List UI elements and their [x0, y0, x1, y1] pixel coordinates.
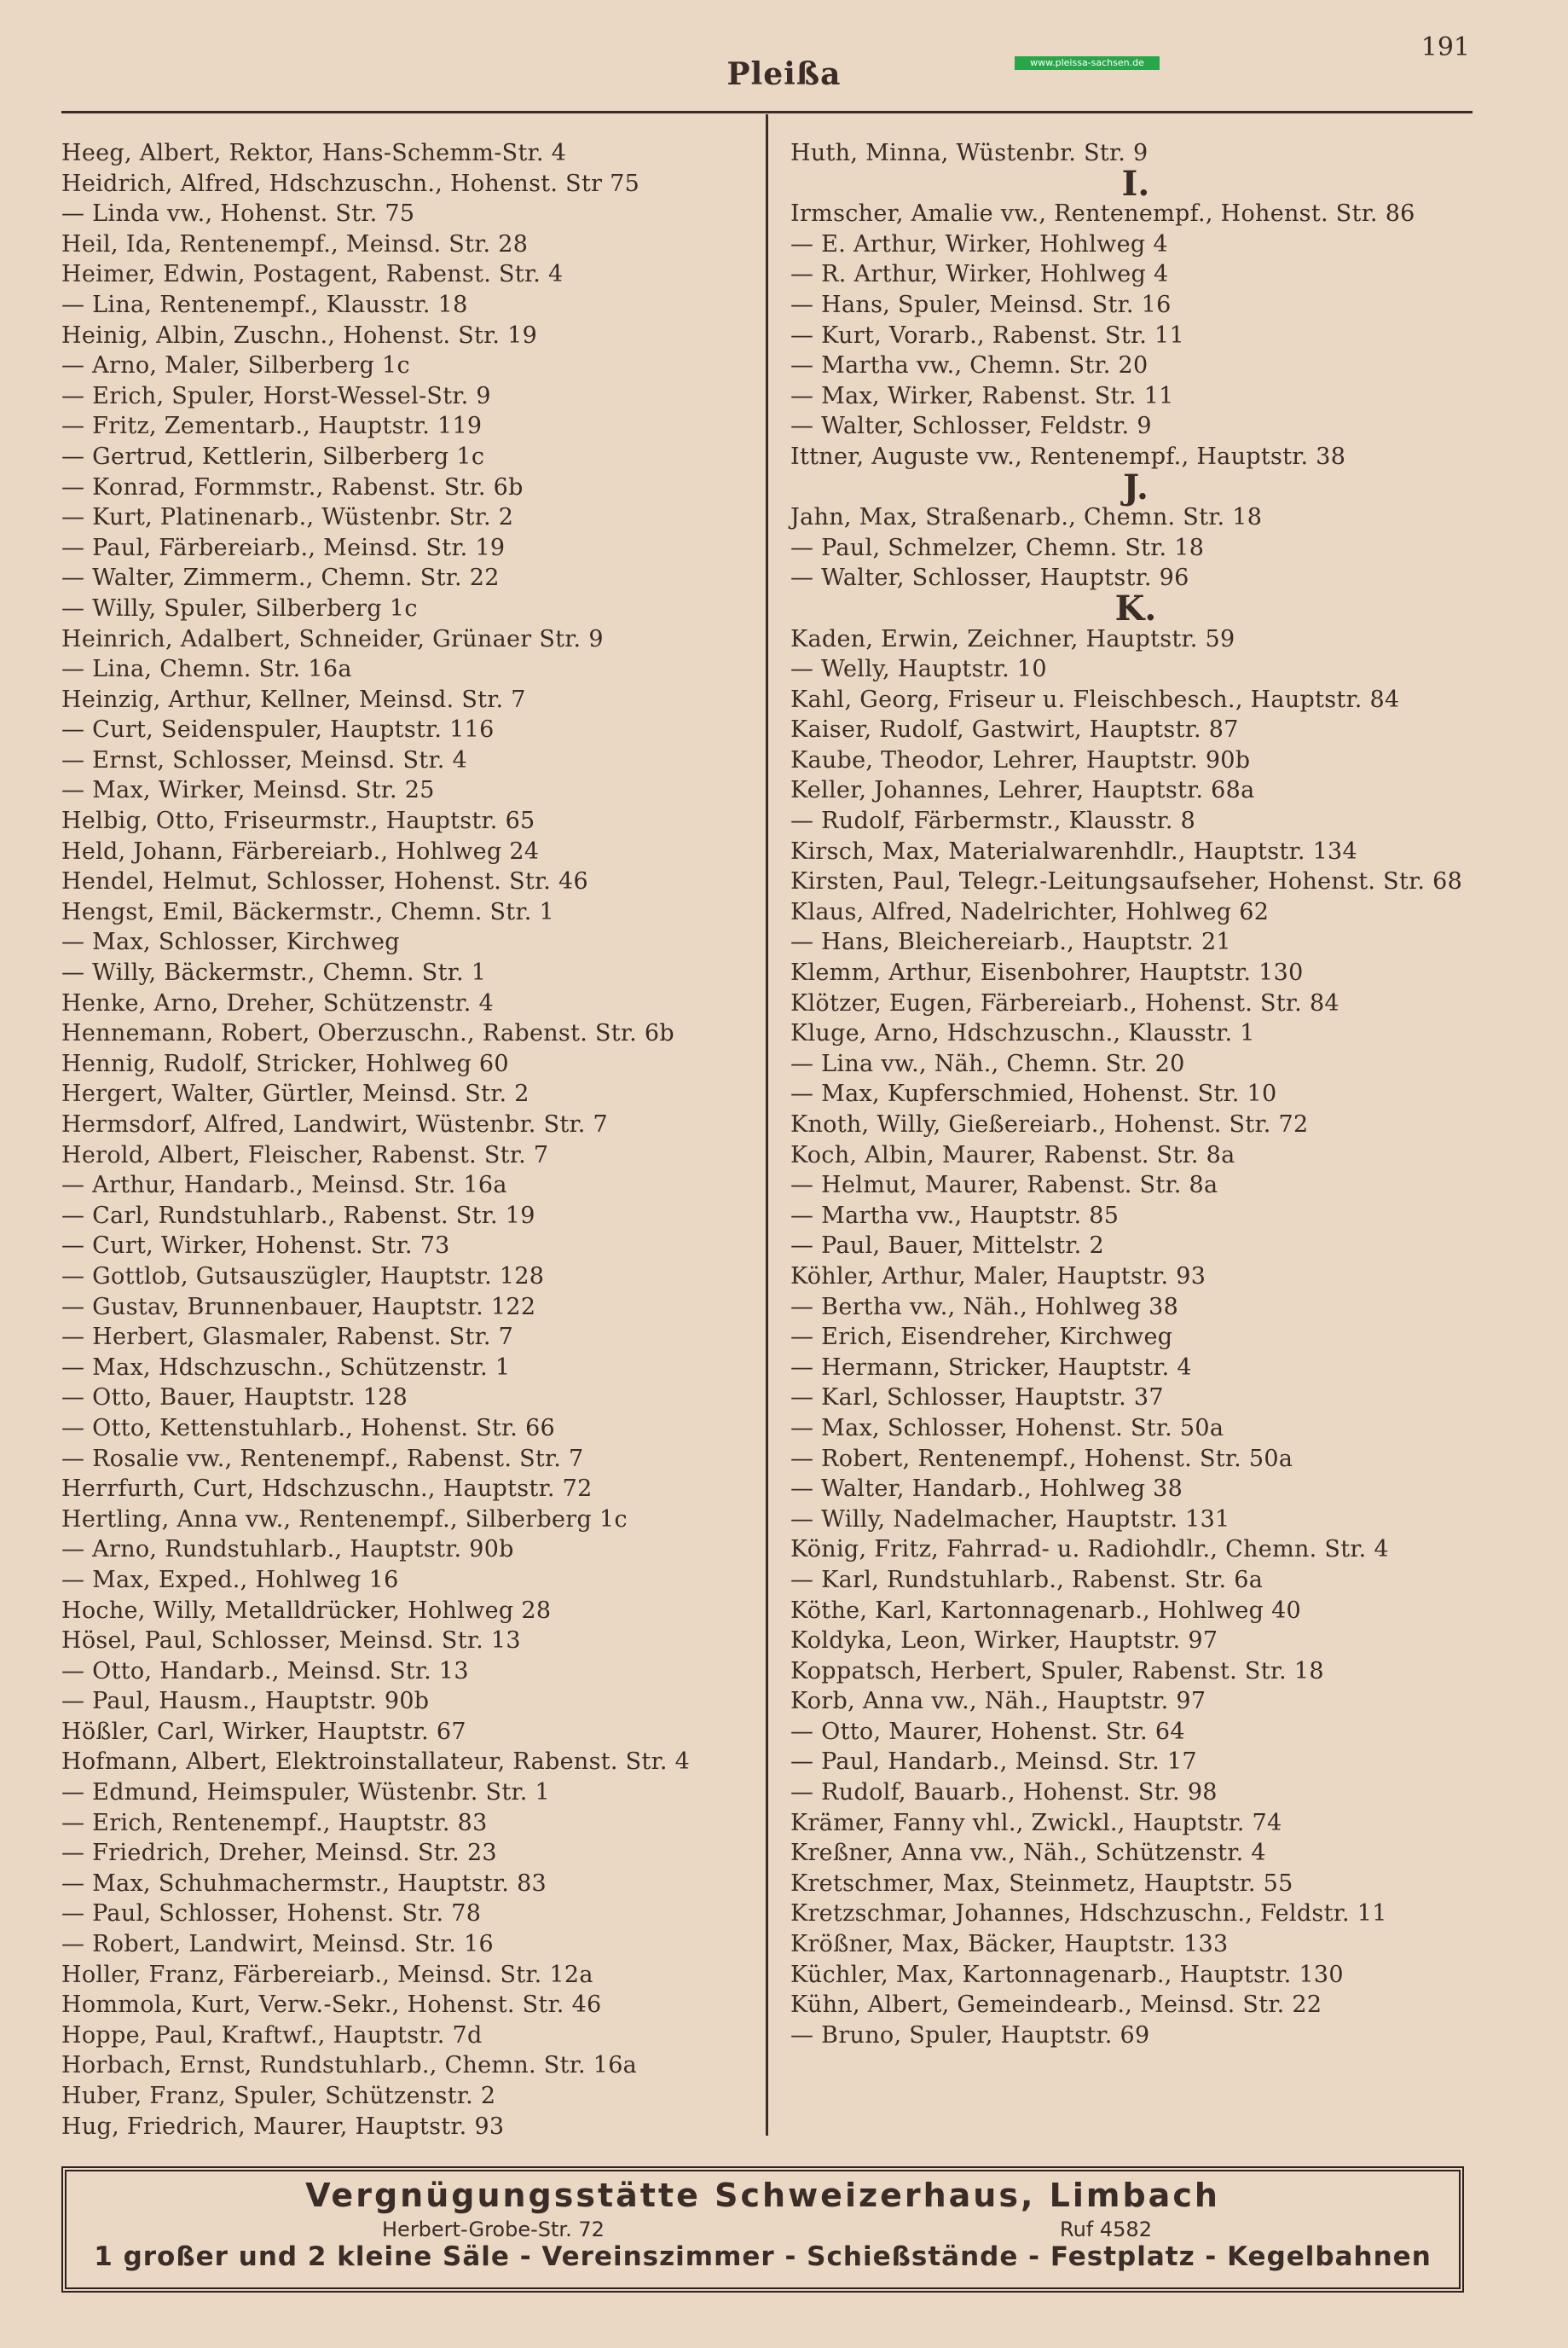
directory-entry: — Walter, Schlosser, Feldstr. 9	[790, 413, 1152, 440]
letter-heading: J.	[1123, 467, 1149, 507]
directory-entry: — Max, Schuhmachermstr., Hauptstr. 83	[61, 1870, 547, 1897]
directory-entry: — Karl, Schlosser, Hauptstr. 37	[790, 1384, 1164, 1412]
directory-entry: — Otto, Handarb., Meinsd. Str. 13	[61, 1657, 469, 1684]
directory-entry: — Carl, Rundstuhlarb., Rabenst. Str. 19	[61, 1202, 535, 1229]
page-title: Pleißa	[726, 56, 842, 92]
directory-entry: — Gottlob, Gutsauszügler, Hauptstr. 128	[61, 1262, 545, 1290]
ad-title: Vergnügungsstätte Schweizerhaus, Limbach	[305, 2177, 1220, 2214]
directory-entry: Heidrich, Alfred, Hdschzuschn., Hohenst. Str 75	[61, 170, 640, 197]
directory-entry: — Fritz, Zementarb., Hauptstr. 119	[61, 413, 483, 440]
directory-entry: — Paul, Bauer, Mittelstr. 2	[790, 1232, 1104, 1260]
directory-entry: Henke, Arno, Dreher, Schützenstr. 4	[61, 989, 494, 1017]
directory-entry: — Martha vw., Hauptstr. 85	[790, 1202, 1120, 1229]
directory-entry: Hoppe, Paul, Kraftwf., Hauptstr. 7d	[61, 2021, 483, 2049]
header-rule	[61, 111, 1473, 113]
directory-entry: — Curt, Wirker, Hohenst. Str. 73	[61, 1232, 450, 1260]
directory-entry: — Otto, Maurer, Hohenst. Str. 64	[790, 1718, 1185, 1745]
directory-entry: — R. Arthur, Wirker, Hohlweg 4	[790, 261, 1169, 288]
directory-entry: — Kurt, Vorarb., Rabenst. Str. 11	[790, 322, 1184, 349]
directory-entry: — Ernst, Schlosser, Meinsd. Str. 4	[61, 746, 467, 774]
directory-entry: — Willy, Spuler, Silberberg 1c	[61, 594, 418, 622]
directory-entry: — Robert, Landwirt, Meinsd. Str. 16	[61, 1931, 494, 1958]
advertisement-box	[61, 2166, 1464, 2293]
directory-entry: Koppatsch, Herbert, Spuler, Rabenst. Str. 18	[790, 1657, 1324, 1684]
directory-entry: — Kurt, Platinenarb., Wüstenbr. Str. 2	[61, 504, 514, 531]
directory-entry: Kahl, Georg, Friseur u. Fleischbesch., Hauptstr. 84	[790, 686, 1400, 713]
directory-entry: Kühn, Albert, Gemeindearb., Meinsd. Str. 22	[790, 1991, 1322, 2019]
directory-entry: — Hans, Spuler, Meinsd. Str. 16	[790, 291, 1172, 318]
page-number: 191	[1420, 32, 1470, 62]
directory-entry: — Arthur, Handarb., Meinsd. Str. 16a	[61, 1172, 507, 1199]
ad-address: Herbert-Grobe-Str. 72	[382, 2218, 605, 2241]
directory-entry: Hofmann, Albert, Elektroinstallateur, Rabenst. Str. 4	[61, 1748, 691, 1776]
directory-entry: Kaube, Theodor, Lehrer, Hauptstr. 90b	[790, 746, 1251, 774]
directory-entry: — Paul, Schlosser, Hohenst. Str. 78	[61, 1900, 482, 1928]
directory-entry: — Arno, Rundstuhlarb., Hauptstr. 90b	[61, 1536, 514, 1563]
directory-entry: Koch, Albin, Maurer, Rabenst. Str. 8a	[790, 1141, 1235, 1168]
watermark-link[interactable]: www.pleissa-sachsen.de	[1015, 56, 1160, 70]
directory-entry: Heimer, Edwin, Postagent, Rabenst. Str. 4	[61, 261, 564, 288]
directory-entry: — Otto, Kettenstuhlarb., Hohenst. Str. 66	[61, 1414, 556, 1441]
directory-entry: Hoche, Willy, Metalldrücker, Hohlweg 28	[61, 1597, 552, 1624]
column-divider	[766, 114, 768, 2136]
ad-phone: Ruf 4582	[1060, 2218, 1152, 2241]
directory-entry: — Gustav, Brunnenbauer, Hauptstr. 122	[61, 1293, 536, 1320]
directory-entry: Hengst, Emil, Bäckermstr., Chemn. Str. 1	[61, 898, 554, 925]
directory-entry: — Edmund, Heimspuler, Wüstenbr. Str. 1	[61, 1779, 550, 1806]
directory-entry: Keller, Johannes, Lehrer, Hauptstr. 68a	[790, 777, 1255, 804]
directory-entry: — Willy, Bäckermstr., Chemn. Str. 1	[61, 959, 487, 987]
directory-entry: Herold, Albert, Fleischer, Rabenst. Str. 7	[61, 1141, 549, 1168]
directory-entry: Klaus, Alfred, Nadelrichter, Hohlweg 62	[790, 898, 1270, 925]
directory-entry: Hennig, Rudolf, Stricker, Hohlweg 60	[61, 1050, 509, 1077]
right-column	[790, 138, 1481, 2050]
directory-entry: Huber, Franz, Spuler, Schützenstr. 2	[61, 2083, 496, 2109]
directory-entry: Hertling, Anna vw., Rentenempf., Silberberg 1c	[61, 1505, 628, 1533]
directory-entry: — Martha vw., Chemn. Str. 20	[790, 352, 1149, 380]
directory-entry: — Erich, Eisendreher, Kirchweg	[790, 1324, 1173, 1351]
directory-entry: König, Fritz, Fahrrad- u. Radiohdlr., Chemn. Str. 4	[790, 1536, 1389, 1563]
directory-entry: — Walter, Handarb., Hohlweg 38	[790, 1475, 1183, 1503]
directory-entry: — Lina vw., Näh., Chemn. Str. 20	[790, 1050, 1185, 1077]
directory-entry: Jahn, Max, Straßenarb., Chemn. Str. 18	[790, 504, 1263, 531]
directory-entry: — Hans, Bleichereiarb., Hauptstr. 21	[790, 929, 1231, 956]
directory-entry: — Erich, Spuler, Horst-Wessel-Str. 9	[61, 382, 491, 409]
directory-entry: Kluge, Arno, Hdschzuschn., Klausstr. 1	[790, 1020, 1255, 1047]
directory-entry: Irmscher, Amalie vw., Rentenempf., Hohenst. Str. 86	[790, 200, 1415, 228]
directory-entry: — Willy, Nadelmacher, Hauptstr. 131	[790, 1505, 1230, 1533]
directory-entry: — Bruno, Spuler, Hauptstr. 69	[790, 2021, 1150, 2049]
directory-entry: — Rosalie vw., Rentenempf., Rabenst. Str. 7	[61, 1445, 584, 1472]
ad-features: 1 großer und 2 kleine Säle - Vereinszimmer - Schießstände - Festplatz - Kegelbahnen	[94, 2241, 1432, 2272]
directory-entry: — Max, Kupferschmied, Hohenst. Str. 10	[790, 1081, 1277, 1108]
directory-entry: Krößner, Max, Bäcker, Hauptstr. 133	[790, 1931, 1229, 1958]
directory-entry: — Arno, Maler, Silberberg 1c	[61, 352, 410, 380]
directory-entry: — Linda vw., Hohenst. Str. 75	[61, 200, 415, 228]
directory-entry: — Max, Wirker, Rabenst. Str. 11	[790, 382, 1174, 409]
directory-entry: — Paul, Hausm., Hauptstr. 90b	[61, 1688, 430, 1715]
directory-entry: Kaiser, Rudolf, Gastwirt, Hauptstr. 87	[790, 716, 1239, 744]
directory-entry: — Herbert, Glasmaler, Rabenst. Str. 7	[61, 1324, 514, 1351]
directory-entry: Köthe, Karl, Kartonnagenarb., Hohlweg 40	[790, 1597, 1302, 1624]
directory-entry: — Welly, Hauptstr. 10	[790, 656, 1047, 683]
directory-entry: — Hermann, Stricker, Hauptstr. 4	[790, 1354, 1192, 1381]
directory-entry: Kaden, Erwin, Zeichner, Hauptstr. 59	[790, 625, 1235, 652]
directory-entry: — Otto, Bauer, Hauptstr. 128	[61, 1384, 408, 1412]
directory-entry: Hermsdorf, Alfred, Landwirt, Wüstenbr. Str. 7	[61, 1111, 608, 1138]
directory-entry: Korb, Anna vw., Näh., Hauptstr. 97	[790, 1688, 1206, 1715]
directory-entry: Hendel, Helmut, Schlosser, Hohenst. Str. 46	[61, 868, 588, 896]
directory-entry: Kirsch, Max, Materialwarenhdlr., Hauptstr. 134	[790, 838, 1358, 865]
directory-entry: — Erich, Rentenempf., Hauptstr. 83	[61, 1809, 488, 1836]
directory-entry: Klötzer, Eugen, Färbereiarb., Hohenst. Str. 84	[790, 989, 1339, 1017]
directory-entry: Kirsten, Paul, Telegr.-Leitungsaufseher, Hohenst. Str. 68	[790, 868, 1463, 896]
directory-entry: — Rudolf, Färbermstr., Klausstr. 8	[790, 808, 1196, 835]
directory-entry: — Max, Hdschzuschn., Schützenstr. 1	[61, 1354, 511, 1381]
directory-entry: — Max, Exped., Hohlweg 16	[61, 1566, 399, 1593]
directory-entry: Köhler, Arthur, Maler, Hauptstr. 93	[790, 1262, 1206, 1290]
directory-entry: — Friedrich, Dreher, Meinsd. Str. 23	[61, 1840, 497, 1867]
directory-entry: — Karl, Rundstuhlarb., Rabenst. Str. 6a	[790, 1566, 1264, 1593]
directory-entry: — Walter, Zimmerm., Chemn. Str. 22	[61, 565, 500, 592]
directory-entry: Heinig, Albin, Zuschn., Hohenst. Str. 19	[61, 322, 538, 349]
directory-entry: — Max, Schlosser, Kirchweg	[61, 929, 400, 956]
directory-entry: Heinzig, Arthur, Kellner, Meinsd. Str. 7	[61, 686, 526, 713]
directory-entry: — Bertha vw., Näh., Hohlweg 38	[790, 1293, 1179, 1320]
directory-entry: — Paul, Färbereiarb., Meinsd. Str. 19	[61, 534, 506, 561]
directory-entry: Herrfurth, Curt, Hdschzuschn., Hauptstr. 72	[61, 1475, 593, 1503]
directory-entry: Kreßner, Anna vw., Näh., Schützenstr. 4	[790, 1840, 1266, 1867]
letter-heading: I.	[1121, 163, 1150, 204]
directory-entry: Hommola, Kurt, Verw.-Sekr., Hohenst. Str. 46	[61, 1991, 602, 2019]
directory-entry: Hösel, Paul, Schlosser, Meinsd. Str. 13	[61, 1627, 521, 1655]
directory-entry: Ittner, Auguste vw., Rentenempf., Hauptstr. 38	[790, 443, 1346, 470]
directory-entry: Held, Johann, Färbereiarb., Hohlweg 24	[61, 838, 540, 865]
letter-heading: K.	[1114, 588, 1157, 629]
directory-entry: Helbig, Otto, Friseurmstr., Hauptstr. 65	[61, 808, 535, 835]
directory-entry: Hug, Friedrich, Maurer, Hauptstr. 93	[61, 2113, 505, 2140]
directory-entry: — Max, Wirker, Meinsd. Str. 25	[61, 777, 435, 804]
directory-entry: Klemm, Arthur, Eisenbohrer, Hauptstr. 130	[790, 959, 1304, 987]
directory-entry: — Robert, Rentenempf., Hohenst. Str. 50a	[790, 1445, 1293, 1472]
directory-entry: Hößler, Carl, Wirker, Hauptstr. 67	[61, 1718, 466, 1745]
directory-entry: — Walter, Schlosser, Hauptstr. 96	[790, 565, 1189, 592]
directory-entry: — Paul, Handarb., Meinsd. Str. 17	[790, 1748, 1197, 1776]
directory-entry: Huth, Minna, Wüstenbr. Str. 9	[790, 140, 1149, 166]
directory-entry: Küchler, Max, Kartonnagenarb., Hauptstr. 130	[790, 1961, 1344, 1988]
directory-entry: — Paul, Schmelzer, Chemn. Str. 18	[790, 534, 1205, 561]
directory-entry: Knoth, Willy, Gießereiarb., Hohenst. Str. 72	[790, 1111, 1309, 1138]
directory-entry: — Lina, Chemn. Str. 16a	[61, 656, 352, 683]
directory-entry: — Helmut, Maurer, Rabenst. Str. 8a	[790, 1172, 1218, 1199]
directory-entry: — Curt, Seidenspuler, Hauptstr. 116	[61, 716, 495, 744]
directory-entry: Kretzschmar, Johannes, Hdschzuschn., Feldstr. 11	[790, 1900, 1387, 1928]
directory-entry: — Konrad, Formmstr., Rabenst. Str. 6b	[61, 473, 524, 501]
directory-entry: — Max, Schlosser, Hohenst. Str. 50a	[790, 1414, 1224, 1441]
directory-entry: Heeg, Albert, Rektor, Hans-Schemm-Str. 4	[61, 140, 567, 166]
directory-entry: Krämer, Fanny vhl., Zwickl., Hauptstr. 74	[790, 1809, 1282, 1836]
directory-entry: Heil, Ida, Rentenempf., Meinsd. Str. 28	[61, 230, 529, 258]
directory-entry: Koldyka, Leon, Wirker, Hauptstr. 97	[790, 1627, 1218, 1655]
directory-entry: Horbach, Ernst, Rundstuhlarb., Chemn. Str. 16a	[61, 2052, 638, 2079]
directory-entry: — E. Arthur, Wirker, Hohlweg 4	[790, 230, 1168, 258]
directory-entry: Kretschmer, Max, Steinmetz, Hauptstr. 55	[790, 1870, 1293, 1897]
directory-entry: — Gertrud, Kettlerin, Silberberg 1c	[61, 443, 485, 470]
directory-entry: Hennemann, Robert, Oberzuschn., Rabenst. Str. 6b	[61, 1020, 674, 1047]
directory-entry: Hergert, Walter, Gürtler, Meinsd. Str. 2	[61, 1081, 529, 1108]
directory-entry: Heinrich, Adalbert, Schneider, Grünaer Str. 9	[61, 625, 604, 652]
directory-entry: — Lina, Rentenempf., Klausstr. 18	[61, 291, 468, 318]
left-column	[61, 138, 752, 2142]
directory-entry: Holler, Franz, Färbereiarb., Meinsd. Str. 12a	[61, 1961, 593, 1988]
directory-entry: — Rudolf, Bauarb., Hohenst. Str. 98	[790, 1779, 1218, 1806]
